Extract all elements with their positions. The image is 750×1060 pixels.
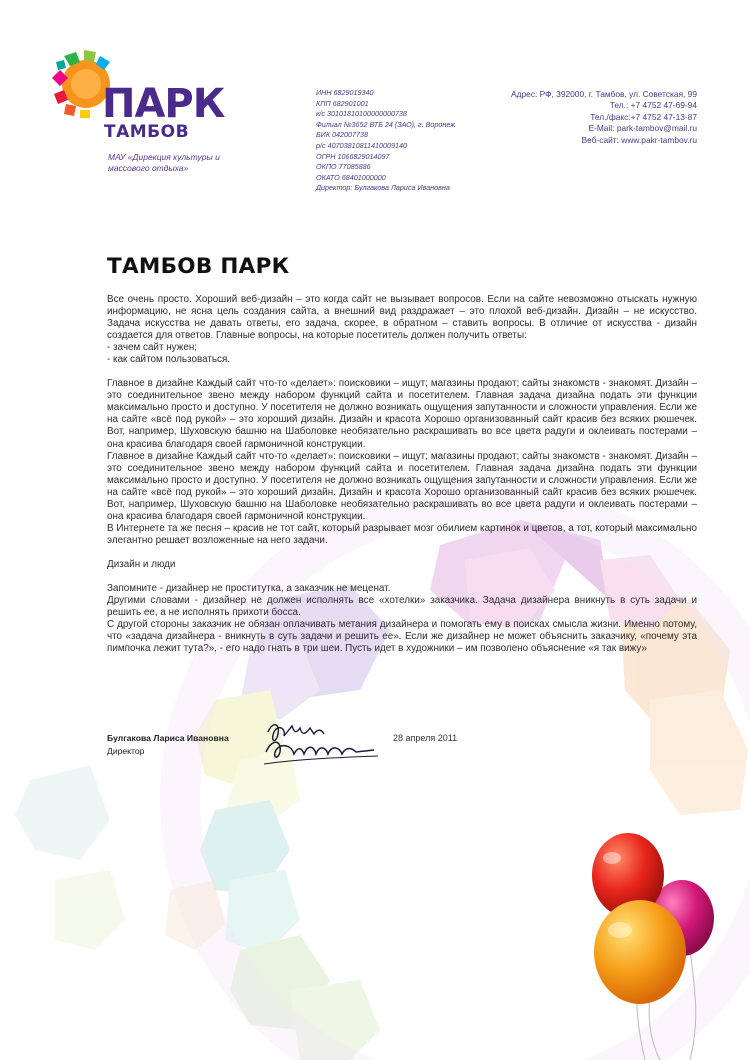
requisite-line: р/с 40703810811410009140 <box>316 140 407 150</box>
logo-city: ТАМБОВ <box>104 122 190 142</box>
requisite-line: к/с 30101810100000000738 <box>316 109 407 119</box>
paragraph: Главное в дизайне Каждый сайт что-то «делает»: поисковики – ищут; магазины продают; сайты знакомств - знакомят. Дизайн – это соединительное звено между набором функций сайта и посетителем. Главная задача дизайна подать эти функции максимально просто и доступно. У посетителя не должно возникать ощущения запутанности и сложности управления. Если же на сайте «всё под рукой» – это хороший дизайн. Дизайн и красота Хорошо организованный сайт красив без всяких рюшечек. Вот, например, Шуховскую башню на Шаболовке необязательно раскрашивать во все цвета радуги и оклеивать постерами – она красива благодаря своей гармоничной конструкции. <box>107 450 697 522</box>
paragraph: - зачем сайт нужен; <box>107 342 198 354</box>
paragraph: Все очень просто. Хороший веб-дизайн – это когда сайт не вызывает вопросов. Если на сайте невозможно отыскать нужную информацию, не ясна цель создания сайта, а внешний вид раздражает – это плохой веб-дизайн. Дизайн – не искусство. Задача искусства не давать ответы, его задача, скорее, в обратном – ставить вопросы. В отличие от искусства - дизайн создается для ответов. Главные вопросы, на которые посетитель должен получить ответы: <box>107 294 697 342</box>
organization-name <box>108 152 248 174</box>
requisite-line: БИК 042007738 <box>316 130 369 140</box>
section-heading: Дизайн и люди <box>107 558 176 570</box>
organization-line: МАУ «Дирекция культуры и <box>108 152 220 162</box>
signatory-position: Директор <box>107 746 145 756</box>
contact-fax: Тел./факс:+7 4752 47-13-87 <box>590 111 697 122</box>
requisite-line: Филиал №3652 ВТБ 24 (ЗАО), г. Воронеж <box>316 119 456 129</box>
requisite-line: ОКПО 77085886 <box>316 162 371 172</box>
contact-address: Адрес: РФ, 392000, г. Тамбов, ул. Советская, 99 <box>511 89 697 99</box>
paragraph: Запомните - дизайнер не проститутка, а заказчик не меценат. <box>107 582 391 594</box>
contact-website[interactable]: Веб-сайт: www.pakr-tambov.ru <box>581 134 697 145</box>
letter-date: 28 апреля 2011 <box>393 733 458 743</box>
paragraph: - как сайтом пользоваться. <box>107 354 231 366</box>
contacts <box>470 89 697 146</box>
letter-body <box>107 294 697 655</box>
contact-email[interactable]: E-Mail: park-tambov@mail.ru <box>588 123 697 134</box>
signatory-name: Булгакова Лариса Ивановна <box>107 733 229 743</box>
spacer <box>107 366 697 378</box>
logo <box>50 48 225 178</box>
paragraph: В Интернете та же песня – красив не тот сайт, который разрывает мозг обилием картинок и цветов, а тот, который максимально элегантно решает возложенные на него задачи. <box>107 522 697 546</box>
requisite-line: ИНН 6829019340 <box>316 88 374 97</box>
organization-line: массового отдыха» <box>108 163 189 173</box>
requisite-line: ОГРН 1066829014097 <box>316 151 390 161</box>
paragraph: Другими словами - дизайнер не должен исполнять все «хотелки» заказчика. Задача дизайнера вникнуть в суть задачи и решить ее, а не исполнять прихоти босса. <box>107 595 697 619</box>
paragraph: С другой стороны заказчик не обязан оплачивать метания дизайнера и помогать ему в поисках смысла жизни. Именно потому, что «задача дизайнера - вникнуть в суть задачи и решить ее». Если же дизайнер не может объяснить заказчику, «почему эта пимпочка лежит тута?», - его надо гнать в три шеи. Пусть идет в художники – им позволено объяснение «я так вижу» <box>107 619 697 655</box>
letter-title: ТАМБОВ ПАРК <box>107 254 290 279</box>
spacer <box>107 547 697 559</box>
requisite-line: ОКАТО 68401000000 <box>316 172 386 182</box>
requisite-line: Директор: Булгакова Лариса Ивановна <box>316 183 450 193</box>
handwritten-signature <box>262 718 382 770</box>
requisite-line: КПП 682901001 <box>316 98 369 108</box>
paragraph: Главное в дизайне Каждый сайт что-то «делает»: поисковики – ищут; магазины продают; сайты знакомств - знакомят. Дизайн – это соединительное звено между набором функций сайта и посетителем. Главная задача дизайна подать эти функции максимально просто и доступно. У посетителя не должно возникать ощущения запутанности и сложности управления. Если же на сайте «всё под рукой» – это хороший дизайн. Дизайн и красота Хорошо организованный сайт красив без всяких рюшечек. Вот, например, Шуховскую башню на Шаболовке необязательно раскрашивать во все цвета радуги и оклеивать постерами – она красива благодаря своей гармоничной конструкции. <box>107 378 697 450</box>
logo-name: ПАРК <box>102 81 225 127</box>
contact-phone: Тел.: +7 4752 47-69-94 <box>609 100 697 111</box>
spacer <box>107 571 697 583</box>
